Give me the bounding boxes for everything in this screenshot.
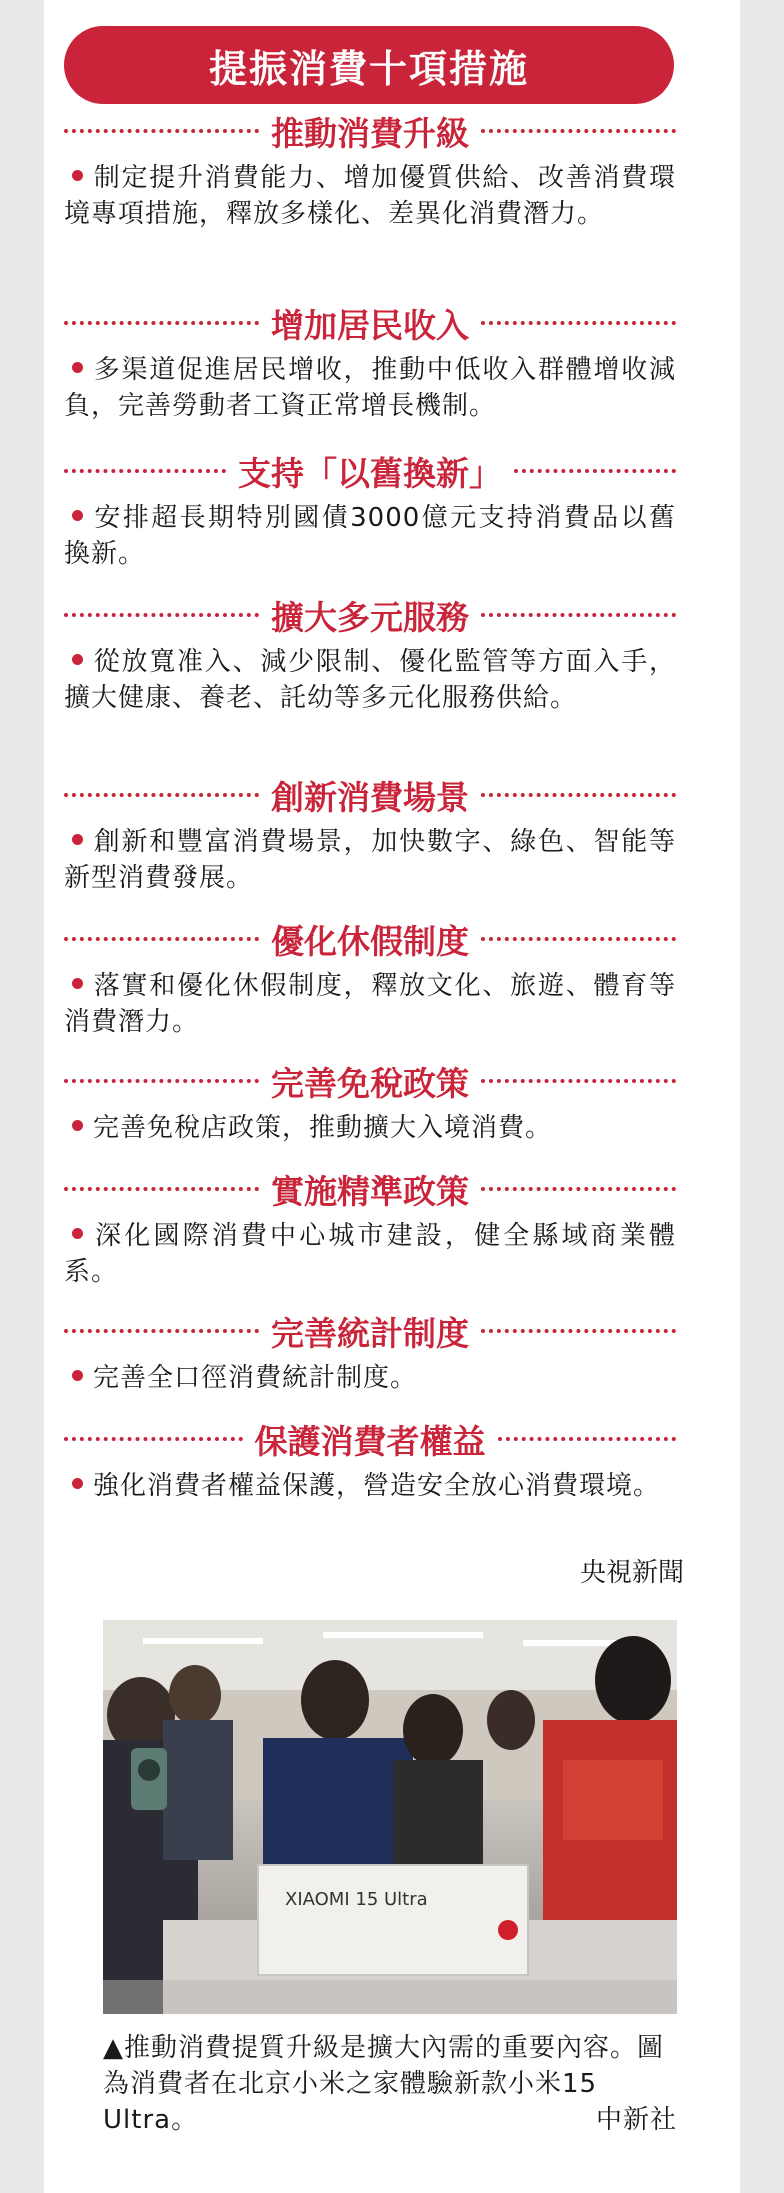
section-header (64, 916, 676, 962)
measure-section (64, 1308, 676, 1396)
section-body (64, 968, 676, 1040)
dotted-rule (64, 613, 259, 617)
section-text: 多渠道促進居民增收，推動中低收入群體增收減負，完善勞動者工資正常增長機制。 (64, 355, 676, 421)
measure-section (64, 108, 676, 232)
section-header (64, 772, 676, 818)
caption-credit: 中新社 (595, 2105, 677, 2135)
dotted-rule (64, 1187, 259, 1191)
section-title: 創新消費場景 (271, 777, 469, 817)
section-text: 深化國際消費中心城市建設，健全縣域商業體系。 (64, 1221, 676, 1287)
photo-illustration (103, 1620, 677, 2014)
dotted-rule (481, 1187, 676, 1191)
measure-section (64, 1416, 676, 1504)
bullet-icon (72, 1478, 83, 1489)
section-body (64, 500, 676, 572)
title-banner (64, 26, 674, 104)
section-body (64, 824, 676, 896)
bullet-icon (72, 654, 83, 665)
dotted-rule (481, 1329, 676, 1333)
section-header (64, 448, 676, 494)
section-title: 實施精準政策 (271, 1171, 469, 1211)
dotted-rule (481, 937, 676, 941)
dotted-rule (64, 1437, 243, 1441)
dotted-rule (498, 1437, 677, 1441)
bullet-icon (72, 362, 83, 373)
dotted-rule (64, 1079, 259, 1083)
section-body (64, 1360, 676, 1396)
dotted-rule (64, 469, 226, 473)
measure-section (64, 1058, 676, 1146)
section-text: 落實和優化休假制度，釋放文化、旅遊、體育等消費潛力。 (64, 971, 676, 1037)
section-text: 強化消費者權益保護，營造安全放心消費環境。 (93, 1471, 661, 1501)
section-body (64, 352, 676, 424)
section-header (64, 108, 676, 154)
section-title: 擴大多元服務 (271, 597, 469, 637)
section-text: 完善免稅店政策，推動擴大入境消費。 (93, 1113, 553, 1143)
section-title: 支持「以舊換新」 (238, 453, 502, 493)
box-label: XIAOMI 15 Ultra (285, 1889, 428, 1910)
measure-section (64, 916, 676, 1040)
caption-text: ▲推動消費提質升級是擴大內需的重要內容。圖為消費者在北京小米之家體驗新款小米15 Ultra。 (103, 2033, 664, 2135)
dotted-rule (64, 793, 259, 797)
bullet-icon (72, 1228, 83, 1239)
section-body (64, 1218, 676, 1290)
section-title: 增加居民收入 (271, 305, 469, 345)
section-body (64, 160, 676, 232)
bullet-icon (72, 834, 83, 845)
section-text: 從放寬准入、減少限制、優化監管等方面入手，擴大健康、養老、託幼等多元化服務供給。 (64, 647, 676, 713)
section-title: 完善統計制度 (271, 1313, 469, 1353)
section-header (64, 1058, 676, 1104)
bullet-icon (72, 170, 83, 181)
section-text: 制定提升消費能力、增加優質供給、改善消費環境專項措施，釋放多樣化、差異化消費潛力。 (64, 163, 676, 229)
dotted-rule (514, 469, 676, 473)
section-header (64, 1166, 676, 1212)
dotted-rule (64, 937, 259, 941)
measure-section (64, 592, 676, 716)
measure-section (64, 300, 676, 424)
section-title: 優化休假制度 (271, 921, 469, 961)
photo-caption (103, 2030, 677, 2138)
measure-section (64, 772, 676, 896)
dotted-rule (481, 129, 676, 133)
bullet-icon (72, 978, 83, 989)
news-photo (103, 1620, 677, 2014)
section-text: 完善全口徑消費統計制度。 (93, 1363, 418, 1393)
dotted-rule (481, 321, 676, 325)
dotted-rule (64, 321, 259, 325)
section-header (64, 592, 676, 638)
banner-title: 提振消費十項措施 (208, 46, 529, 91)
bullet-icon (72, 510, 83, 521)
section-body (64, 1468, 676, 1504)
bullet-icon (72, 1370, 83, 1381)
section-body (64, 644, 676, 716)
dotted-rule (481, 1079, 676, 1083)
dotted-rule (481, 793, 676, 797)
dotted-rule (481, 613, 676, 617)
section-header (64, 1416, 676, 1462)
measure-section (64, 448, 676, 572)
section-title: 完善免稅政策 (271, 1063, 469, 1103)
source-credit: 央視新聞 (579, 1558, 684, 1588)
section-text: 創新和豐富消費場景，加快數字、綠色、智能等新型消費發展。 (64, 827, 676, 893)
section-title: 保護消費者權益 (254, 1421, 486, 1461)
bullet-icon (72, 1120, 83, 1131)
section-header (64, 1308, 676, 1354)
section-text: 安排超長期特別國債3000億元支持消費品以舊換新。 (64, 503, 676, 569)
section-body (64, 1110, 676, 1146)
section-title: 推動消費升級 (271, 113, 469, 153)
dotted-rule (64, 129, 259, 133)
measure-section (64, 1166, 676, 1290)
dotted-rule (64, 1329, 259, 1333)
section-header (64, 300, 676, 346)
